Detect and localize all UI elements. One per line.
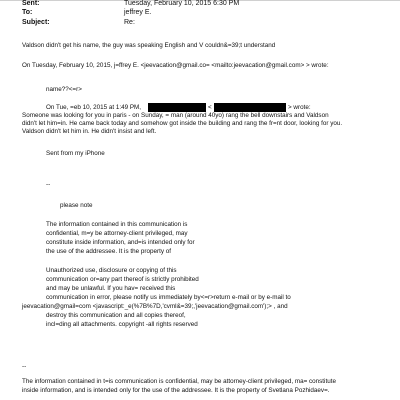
quote2-attribution-end: > wrote: [288, 104, 311, 111]
disclaimer-line: jeevacation@gmail=com <javascript:_e(%7B%7D,'cvml&=39;,'jeevacation@gmail.com');> , and [22, 303, 288, 310]
quote1-attribution: On Tuesday, February 10, 2015, j=ffrey E. <jeevacation@gmail.co= <mailto:jeevacation@gmail.com> > wrote: [22, 62, 329, 69]
separator: -- [46, 181, 51, 188]
quote2-line: Valdson didn't let him in. He didn't insist and left. [22, 128, 157, 135]
reply-text: Valdson didn't get his name, the guy was speaking English and V couldn&=39;t understand [22, 42, 276, 49]
quote2-attribution-start: On Tue, =eb 10, 2015 at 1:49 PM, [46, 104, 142, 111]
please-note: please note [60, 202, 93, 209]
disclaimer-line: and may be unlawful. If you hav= received this [46, 285, 176, 292]
separator: -- [22, 363, 27, 370]
redaction-block [214, 103, 286, 112]
footer-line: inside information, and is intended only for the use of the addressee. It is the property of Svetlana Pozhidaev=. [22, 387, 330, 394]
disclaimer-line: communication or=any part thereof is strictly prohibited [46, 276, 199, 283]
disclaimer-line: Unauthorized use, disclosure or copying of this [46, 267, 177, 274]
sent-label: Sent: [22, 0, 40, 7]
sent-value: Tuesday, February 10, 2015 6:30 PM [124, 0, 240, 7]
footer-line: The information contained in t=is communication is confidential, may be attorney-client privileged, ma= constitute [22, 378, 336, 385]
disclaimer-line: the use of the addressee. It is the property of [46, 248, 171, 255]
redaction-block [148, 103, 206, 112]
disclaimer-line: confidential, m=y be attorney-client privileged, may [46, 230, 188, 237]
to-value: jeffrey E. [124, 9, 152, 16]
angle-bracket: < [208, 104, 212, 111]
quote1-text: name??<=r> [46, 86, 82, 93]
disclaimer-line: The information contained in this communication is [46, 221, 188, 228]
disclaimer-line: incl=ding all attachments. copyright -all rights reserved [46, 321, 198, 328]
quote2-line: didn't let him=in. He came back today and somehow got inside the building and rang the fr=nt door, looking for you. [22, 120, 343, 127]
sent-from-text: Sent from my iPhone [46, 150, 105, 157]
subject-label: Subject: [22, 19, 50, 26]
quote2-line: Someone was looking for you in paris - on Sunday, = man (around 40yo) rang the bell downstairs and Valdson [22, 112, 329, 119]
disclaimer-line: constitute inside information, and=is intended only for [46, 239, 195, 246]
subject-value: Re: [124, 19, 135, 26]
disclaimer-line: communication in error, please notify us immediately by<=r>return e-mail or by e-mail to [46, 294, 291, 301]
to-label: To: [22, 9, 33, 16]
disclaimer-line: destroy this communication and all copies thereof, [46, 312, 186, 319]
